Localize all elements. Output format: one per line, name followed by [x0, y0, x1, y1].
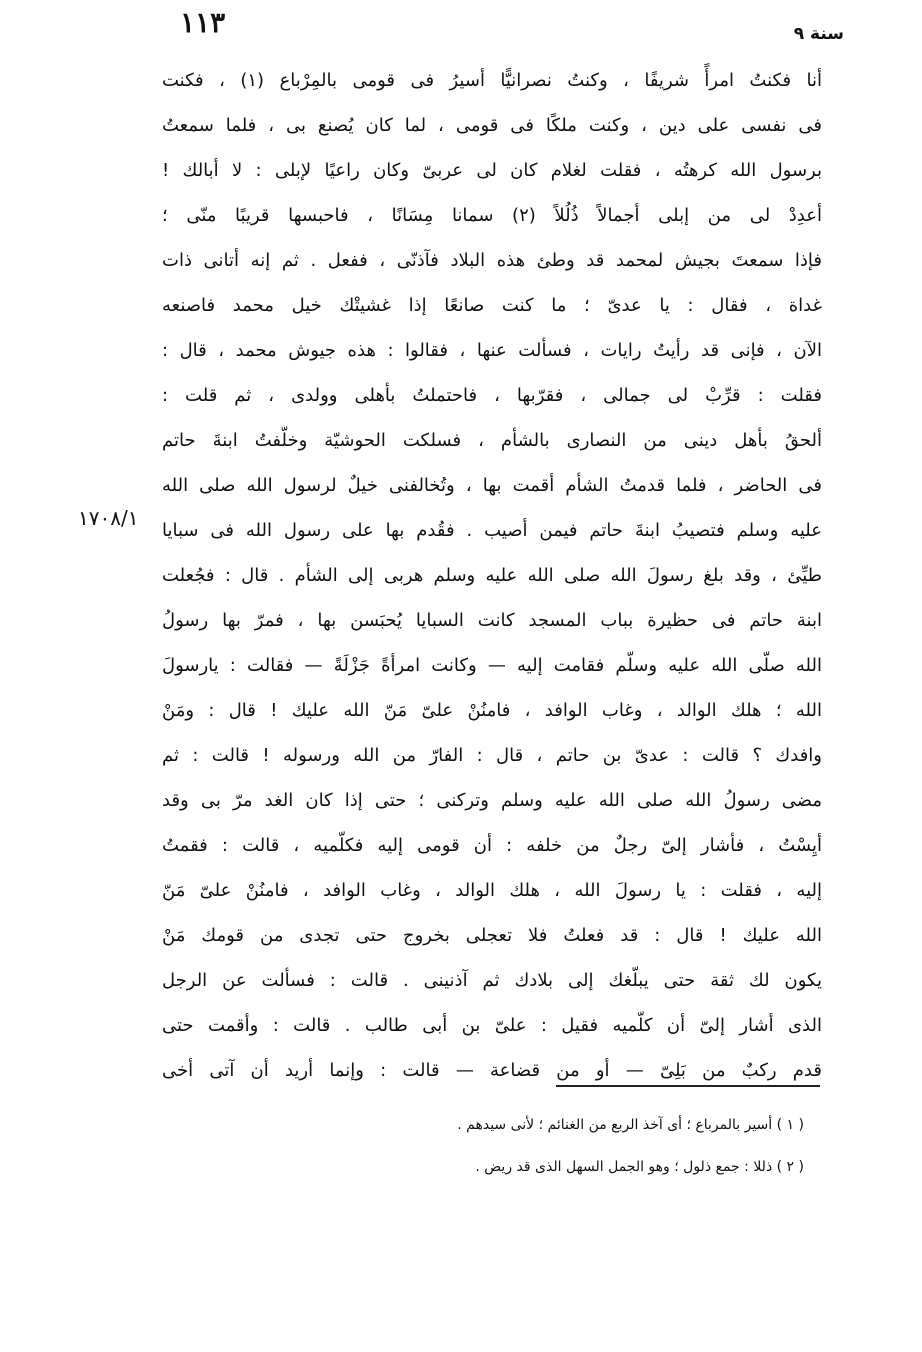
text-line: أيِسْتُ ، فأشار إلىّ رجلٌ من خلفه : أن قومى إليه فكلّميه ، قالت : فقمتُ: [162, 835, 822, 856]
text-line: عليه وسلم فتصيبُ ابنةَ حاتم فيمن أصيب . فقُدم بها على رسول الله فى سبايا: [162, 520, 822, 541]
text-line: الله ؛ هلك الوالد ، وغاب الوافد ، فامنُنْ علىّ مَنّ الله عليك ! قال : ومَنْ: [162, 700, 822, 721]
main-text: [162, 58, 822, 1093]
text-line: برسول الله كرهتُه ، فقلت لغلام كان لى عربىّ وكان راعيًا لإبلى : لا أبالك !: [162, 160, 822, 181]
text-line: ابنة حاتم فى حظيرة بباب المسجد كانت السبايا يُحبَسن بها ، فمرّ بها رسولُ: [162, 610, 822, 631]
text-line: أعدِدْ لى من إبلى أجمالاً ذُلُلاً (٢) سمانا مِسَانًا ، فاحبسها قريبًا منّى ؛: [162, 205, 822, 226]
running-head: سنة ٩: [793, 24, 844, 44]
text-line: قدم ركبٌ من بَلِىّ — أو من قضاعة — قالت : وإنما أريد أن آتى أخى: [162, 1060, 822, 1081]
text-line: الذى أشار إلىّ أن كلّميه فقيل : علىّ بن أبى طالب . قالت : وأقمت حتى: [162, 1015, 822, 1036]
text-line: إليه ، فقلت : يا رسولَ الله ، هلك الوالد ، وغاب الوافد ، فامنُنْ علىّ مَنّ: [162, 880, 822, 901]
footnote: ( ١ ) أسير بالمرباع ؛ أى آخذ الربع من الغنائم ؛ لأنى سيدهم .: [457, 1117, 804, 1133]
text-line: الآن ، فإنى قد رأيتُ رايات ، فسألت عنها ، فقالوا : هذه جيوش محمد ، قال :: [162, 340, 822, 361]
text-line: ألحقُ بأهل دينى من النصارى بالشأم ، فسلكت الحوشيّة وخلّفتُ ابنةَ حاتم: [162, 430, 822, 451]
text-line: فإذا سمعتَ بجيش لمحمد قد وطئ هذه البلاد فآذنّى ، ففعل . ثم إنه أتانى ذات: [162, 250, 822, 271]
text-line: وافدك ؟ قالت : عدىّ بن حاتم ، قال : الفارّ من الله ورسوله ! قالت : ثم: [162, 745, 822, 766]
footnote: ( ٢ ) ذللا : جمع ذلول ؛ وهو الجمل السهل الذى قد ريض .: [475, 1159, 804, 1175]
text-line: يكون لك ثقة حتى يبلّغك إلى بلادك ثم آذنينى . قالت : فسألت عن الرجل: [162, 970, 822, 991]
text-line: فى نفسى على دين ، وكنت ملكًا فى قومى ، لما كان يُصنع بى ، فلما سمعتُ: [162, 115, 822, 136]
text-line: طيِّئ ، وقد بلغ رسولَ الله صلى الله عليه وسلم هربى إلى الشأم . قال : فجُعلت: [162, 565, 822, 586]
margin-reference: ١٧٠٨/١: [78, 506, 139, 530]
text-line: غداة ، فقال : يا عدىّ ؛ ما كنت صانعًا إذا غشيتْك خيل محمد فاصنعه: [162, 295, 822, 316]
page-number: ١١٣: [180, 6, 226, 39]
text-line: أنا فكنتُ امرأً شريفًا ، وكنتُ نصرانيًّا أسيرُ فى قومى بالمِرْباع (١) ، فكنت: [162, 70, 822, 91]
text-line: الله صلّى الله عليه وسلّم فقامت إليه — وكانت امرأةً جَزْلَةً — فقالت : يارسولَ: [162, 655, 822, 676]
text-line: الله عليك ! قال : قد فعلتُ فلا تعجلى بخروج حتى تجدى من قومك مَنْ: [162, 925, 822, 946]
footnote-divider: [556, 1085, 820, 1087]
text-line: مضى رسولُ الله صلى الله عليه وسلم وتركنى ؛ حتى إذا كان الغد مرّ بى وقد: [162, 790, 822, 811]
footnotes: [144, 1110, 804, 1194]
text-line: فقلت : قرِّبْ لى جمالى ، فقرّبها ، فاحتملتُ بأهلى وولدى ، ثم قلت :: [162, 385, 822, 406]
text-line: فى الحاضر ، فلما قدمتُ الشأم أقمت بها ، وتُخالفنى خيلٌ لرسول الله صلى الله: [162, 475, 822, 496]
